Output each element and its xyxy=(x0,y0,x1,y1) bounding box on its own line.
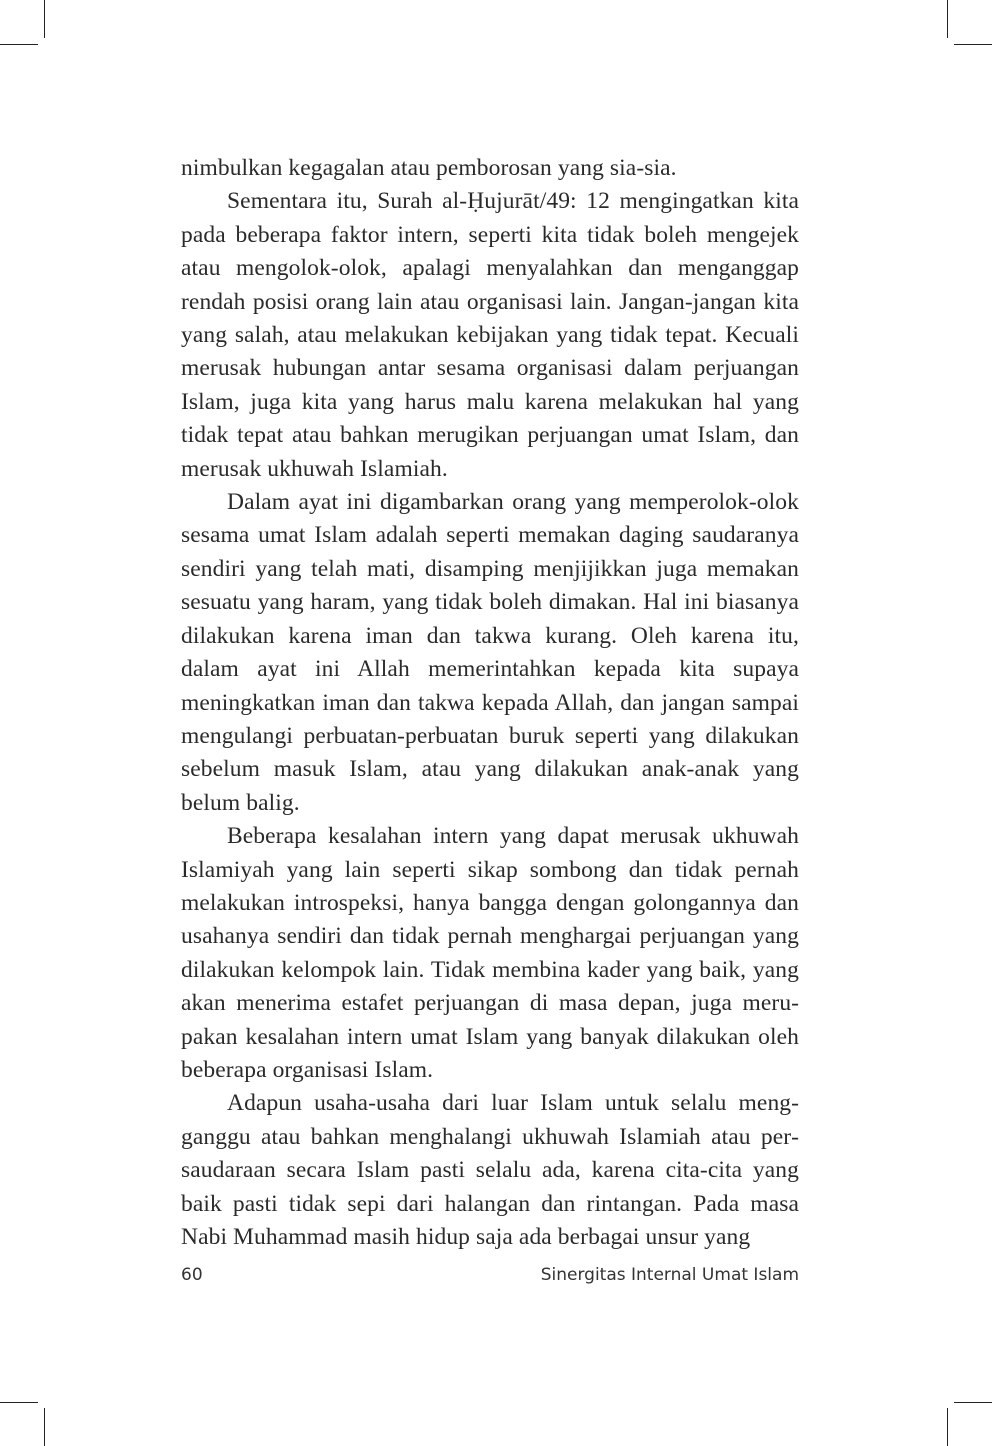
paragraph-continuation: nimbulkan kegagalan atau pemborosan yang sia-sia. xyxy=(181,155,677,181)
paragraph: Dalam ayat ini digambarkan orang yang memperolok-olok sesama umat Islam adalah seperti memakan daging saudaranya sendiri yang telah mati, disamping menjijikkan juga memakan sesuatu yang haram, yang tidak boleh dimakan. Hal ini biasanya dilakukan karena iman dan takwa kurang. Oleh karena itu, dalam ayat ini Allah memerintahkan kepada kita supaya meningkatkan iman dan takwa kepada Allah, dan jangan sampai mengulangi perbuatan-perbuatan buruk seperti yang dilakukan sebelum masuk Islam, atau yang dilakukan anak-anak yang belum balig. xyxy=(181,489,799,816)
crop-mark-bottom-right-v xyxy=(947,1408,948,1446)
crop-mark-top-left-h xyxy=(0,44,38,45)
crop-mark-top-left-v xyxy=(44,0,45,38)
crop-mark-bottom-left-v xyxy=(44,1408,45,1446)
crop-mark-top-right-h xyxy=(954,44,992,45)
paragraph: Beberapa kesalahan intern yang dapat merusak ukhuwah Islamiyah yang lain seperti sikap sombong dan tidak pernah melakukan introspeksi, hanya bangga dengan golongannya dan usahanya sendiri dan tidak pernah menghargai perjuangan yang dilakukan kelompok lain. Tidak membina kader yang baik, yang akan menerima estafet perjuangan di masa depan, juga merupakan kesalahan intern umat Islam yang banyak dilakukan oleh beberapa organisasi Islam. xyxy=(181,823,799,1083)
page-footer xyxy=(181,1265,799,1293)
crop-mark-bottom-left-h xyxy=(0,1402,38,1403)
paragraph: Adapun usaha-usaha dari luar Islam untuk selalu mengganggu atau bahkan menghalangi ukhuwah Islamiah atau persaudaraan secara Islam pasti selalu ada, karena cita-cita yang baik pasti tidak sepi dari halangan dan rintangan. Pada masa Nabi Muhammad masih hidup saja ada berbagai unsur yang xyxy=(181,1090,799,1250)
page-number: 60 xyxy=(181,1265,203,1285)
body-text xyxy=(181,152,799,1254)
running-title: Sinergitas Internal Umat Islam xyxy=(540,1265,799,1285)
crop-mark-top-right-v xyxy=(947,0,948,38)
paragraph: Sementara itu, Surah al-Ḥujurāt/49: 12 mengingatkan kita pada beberapa faktor intern, seperti kita tidak boleh mengejek atau mengolok-olok, apalagi menyalahkan dan menganggap rendah posisi orang lain atau organisasi lain. Jangan-jangan kita yang salah, atau melakukan kebijakan yang tidak tepat. Kecuali merusak hubungan antar sesama organisasi dalam perjuangan Islam, juga kita yang harus malu karena melakukan hal yang tidak tepat atau bahkan merugikan perjuangan umat Islam, dan merusak ukhuwah Islamiah. xyxy=(181,188,799,482)
crop-mark-bottom-right-h xyxy=(954,1402,992,1403)
